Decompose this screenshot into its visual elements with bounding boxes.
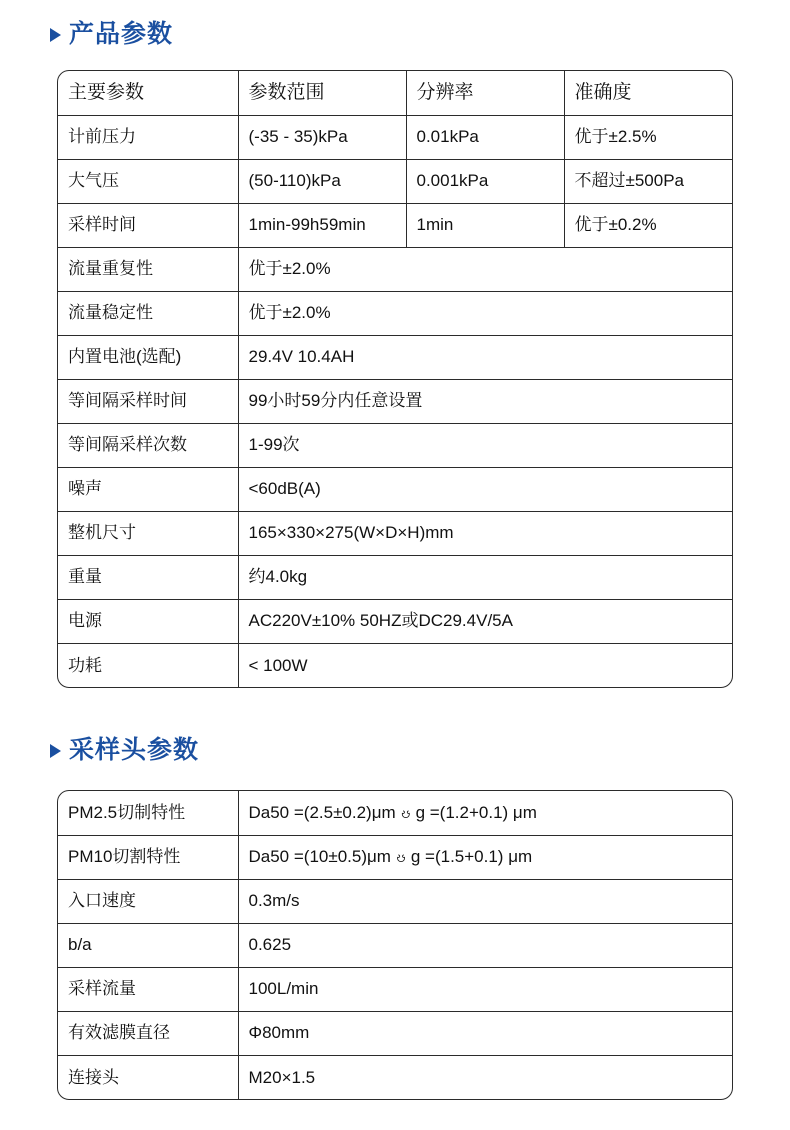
table-cell: M20×1.5	[248, 1067, 316, 1087]
table-cell: 连接头	[58, 1055, 238, 1099]
table-cell: PM10切割特性	[58, 835, 238, 879]
table-row	[58, 879, 733, 923]
table-header-row	[58, 71, 733, 115]
table-cell: PM2.5切制特性	[58, 791, 238, 835]
triangle-bullet-icon	[50, 28, 61, 42]
product-parameters-table	[57, 70, 733, 688]
table-cell: 采样流量	[58, 967, 238, 1011]
section-title: 产品参数	[69, 20, 174, 48]
table-header-cell: 主要参数	[58, 71, 238, 115]
table-cell: Da50 =(2.5±0.2)μm ၓ g =(1.2+0.1) μm	[238, 791, 733, 835]
table-cell: 优于±2.5%	[564, 115, 733, 159]
table-cell: 优于±2.0%	[238, 291, 733, 335]
table-row	[58, 203, 733, 247]
table-cell: 整机尺寸	[58, 511, 238, 555]
table-cell: 采样时间	[58, 203, 238, 247]
table-cell: 0.3m/s	[238, 879, 733, 923]
table-cell: 0.625	[238, 923, 733, 967]
table-header-cell: 分辨率	[406, 71, 564, 115]
section-heading-sampler	[50, 738, 199, 763]
table-cell: 等间隔采样次数	[58, 423, 238, 467]
triangle-bullet-icon	[50, 744, 61, 758]
table-row	[58, 511, 733, 555]
table-row	[58, 159, 733, 203]
table-row	[58, 967, 733, 1011]
table-cell: AC220V±10% 50HZ或DC29.4V/5A	[238, 599, 733, 643]
table-row	[58, 247, 733, 291]
table-cell: 入口速度	[58, 879, 238, 923]
table-cell: 约4.0kg	[238, 555, 733, 599]
table-cell: 优于±2.0%	[238, 247, 733, 291]
table-cell: 1min-99h59min	[238, 203, 406, 247]
sampler-head-parameters-table	[57, 790, 733, 1100]
table-cell: 计前压力	[58, 115, 238, 159]
section-title: 采样头参数	[69, 736, 200, 764]
table-header-cell: 参数范围	[238, 71, 406, 115]
table-cell: Da50 =(10±0.5)μm ၓ g =(1.5+0.1) μm	[238, 835, 733, 879]
table-cell: 1min	[406, 203, 564, 247]
table-cell: 电源	[58, 599, 238, 643]
table-cell: 大气压	[58, 159, 238, 203]
table-cell: b/a	[58, 923, 238, 967]
table-cell: 99小时59分内任意设置	[238, 379, 733, 423]
table-row	[58, 115, 733, 159]
table-row	[58, 291, 733, 335]
table-cell: 流量重复性	[58, 247, 238, 291]
table-cell: 等间隔采样时间	[58, 379, 238, 423]
table-cell: 内置电池(选配)	[58, 335, 238, 379]
table-cell: 有效滤膜直径	[58, 1011, 238, 1055]
table-row	[58, 923, 733, 967]
table-cell: 优于±0.2%	[564, 203, 733, 247]
table-cell: 1-99次	[238, 423, 733, 467]
table-row	[58, 835, 733, 879]
table-cell: 0.001kPa	[406, 159, 564, 203]
table-row	[58, 555, 733, 599]
table-cell: < 100W	[248, 655, 308, 675]
table-cell: 100L/min	[238, 967, 733, 1011]
table-cell: <60dB(A)	[238, 467, 733, 511]
table-header-cell: 准确度	[564, 71, 733, 115]
table-row	[58, 379, 733, 423]
table-cell: (-35 - 35)kPa	[238, 115, 406, 159]
table-row	[58, 467, 733, 511]
table-row	[58, 599, 733, 643]
table-cell: Φ80mm	[238, 1011, 733, 1055]
table-cell: 29.4V 10.4AH	[238, 335, 733, 379]
table-cell: 不超过±500Pa	[564, 159, 733, 203]
table-row	[58, 1011, 733, 1055]
table-row	[58, 335, 733, 379]
table-cell: 165×330×275(W×D×H)mm	[238, 511, 733, 555]
table-row	[58, 1055, 733, 1099]
table-row	[58, 423, 733, 467]
table-cell: 流量稳定性	[58, 291, 238, 335]
section-heading-products	[50, 22, 173, 47]
table-cell: 重量	[58, 555, 238, 599]
table-cell: (50-110)kPa	[238, 159, 406, 203]
table-row	[58, 791, 733, 835]
table-cell: 0.01kPa	[406, 115, 564, 159]
table-row	[58, 643, 733, 687]
table-cell: 功耗	[58, 643, 238, 687]
table-cell: 噪声	[58, 467, 238, 511]
